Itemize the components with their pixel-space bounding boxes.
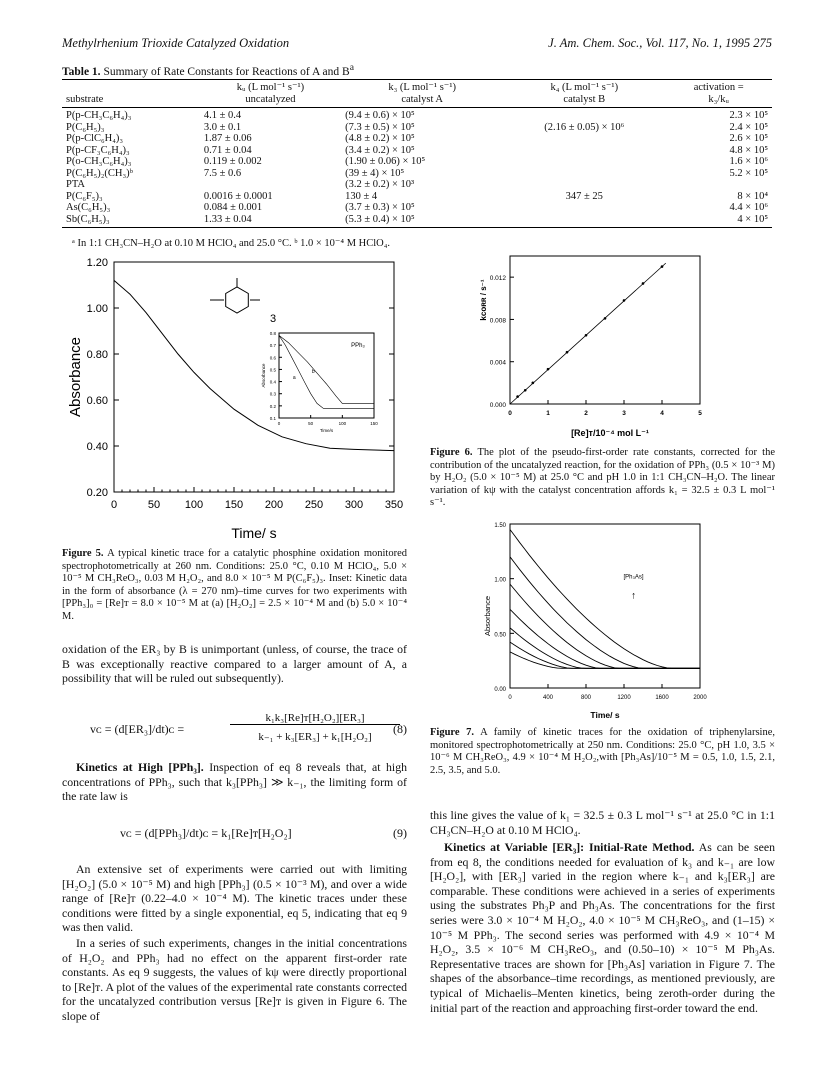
x-tick-label: 200 <box>264 499 284 511</box>
y-tick-label: 0.40 <box>86 441 108 453</box>
table-row <box>62 156 772 168</box>
table-caption <box>62 62 354 78</box>
inset-curve-label-a: a <box>292 375 296 382</box>
data-point <box>516 395 519 398</box>
x-axis-label: Time/ s <box>231 525 277 541</box>
figure-7-caption-text: A family of kinetic traces for the oxidation of triphenylarsine, monitored spectrophotometrically at 250 nm. Conditions: 25.0 °C, pH 1.0, 3.5 × 10⁻⁶ M CH₃ReO₃, 4.9 × 10⁻⁴ M H₂O₂,with [Ph₃As]/10⁻⁵ M = 0.5, 1.0, 1.5, 2.1, 2.5, 3.5, and 5.0. <box>430 727 776 776</box>
table-cell: 1.6 × 10⁶ <box>729 156 768 167</box>
y-axis-label: Absorbance <box>67 336 84 418</box>
table-header-2-line2: catalyst A <box>341 94 503 108</box>
inset-y-tick-label: 0.4 <box>269 379 276 385</box>
figure-6-caption <box>430 447 775 510</box>
table-cell: P(p-ClC₆H₄)₃ <box>66 133 124 144</box>
data-point <box>623 299 626 302</box>
table-header-1-line2: uncatalyzed <box>200 94 341 108</box>
y-tick-label: 0.80 <box>86 349 108 361</box>
table-row <box>62 191 772 203</box>
y-tick-label: 0.000 <box>489 402 506 409</box>
table-cell: 4.1 ± 0.4 <box>203 110 242 121</box>
figure-5-chart <box>62 258 407 548</box>
table-cell: 5.2 × 10⁵ <box>729 167 768 179</box>
x-tick-label: 0 <box>110 499 118 511</box>
table-header-2-line1: k₃ (L mol⁻¹ s⁻¹) <box>341 80 503 94</box>
table-cell: Sb(C₆H₅)₃ <box>62 214 200 228</box>
table-row <box>62 145 772 157</box>
x-tick-label: 0 <box>508 695 512 701</box>
table-header-1-line1: kᵤ (L mol⁻¹ s⁻¹) <box>200 80 341 94</box>
inset-y-tick-label: 0.2 <box>269 403 276 409</box>
figure-7-caption <box>430 727 775 777</box>
trace-curve <box>510 642 700 668</box>
table-cell: 0.71 ± 0.04 <box>203 144 252 156</box>
table-cell: 4 × 10⁵ <box>665 214 772 228</box>
y-tick-label: 0.20 <box>86 487 108 499</box>
table-cell <box>503 133 665 145</box>
left-heading-high-pph3: Kinetics at High [PPh₃]. <box>76 760 204 774</box>
y-axis-label: Absorbance <box>483 595 492 637</box>
table-cell: (3.4 ± 0.2) × 10⁵ <box>345 144 415 156</box>
running-header-title: Methylrhenium Trioxide Catalyzed Oxidation <box>62 36 290 50</box>
eq9-number: (9) <box>393 826 407 840</box>
left-paragraph-2-text: Inspection of eq 8 reveals that, at high concentrations of PPh₃, such that k₃[PPh₃] ≫ k₋₁, the limiting form of the rate law is <box>62 760 407 804</box>
table-cell <box>503 202 665 214</box>
inset-x-tick-label: 0 <box>277 421 281 426</box>
table-cell <box>200 179 341 191</box>
table-cell: 130 ± 4 <box>345 190 378 202</box>
left-paragraph-4: In a series of such experiments, changes in the initial concentrations of H₂O₂ and PPh₃ had no effect on the apparent first-order rate constants. As eq 9 suggests, the values of kψ were directly proportional to [Re]ᴛ. A plot of the values of the experimental rate constants corrected for the uncatalyzed contribution versus [Re]ᴛ is given in Figure 6. The slope of <box>62 936 407 1023</box>
table-cell: P(C₆F₅)₃ <box>66 190 103 202</box>
rate-constants-table <box>62 79 772 228</box>
y-tick-label: 0.004 <box>489 359 506 367</box>
table-cell: 2.6 × 10⁵ <box>729 133 768 144</box>
equation-8 <box>90 710 407 750</box>
table-cell: PTA <box>66 179 85 190</box>
table-caption-text: Summary of Rate Constants for Reactions of A and B <box>103 65 350 78</box>
x-tick-label: 350 <box>384 499 404 511</box>
table-cell <box>503 145 665 157</box>
table-header-0-line2: substrate <box>62 94 200 108</box>
x-tick-label: 1 <box>546 410 550 417</box>
table-cell: 1.33 ± 0.04 <box>200 214 341 228</box>
figure-5-caption-text: A typical kinetic trace for a catalytic phosphine oxidation monitored spectrophotometrically at 260 nm. Conditions: 25.0 °C, 0.10 M HClO₄, 5.0 × 10⁻⁵ M CH₃ReO₃, 0.03 M H₂O₂, and 8.0 × 10⁻⁵ M P(C₆F₅)₃. Inset: Kinetic data in the form of absorbance (λ = 270 nm)–time curves for two experiments with [PPh₃]₀ = [Re]ᴛ = 8.0 × 10⁻⁵ M at (a) [H₂O₂] = 2.5 × 10⁻⁴ M and (b) 5.0 × 10⁻⁴ M. <box>62 548 407 622</box>
y-axis-label: kᴄᴏʀʀ / s⁻¹ <box>479 279 488 321</box>
table-cell: (7.3 ± 0.5) × 10⁵ <box>345 121 415 133</box>
table-cell: 0.0016 ± 0.0001 <box>203 190 273 202</box>
figure-6-label: Figure 6. <box>430 447 473 458</box>
x-tick-label: 1600 <box>655 695 669 701</box>
x-tick-label: 150 <box>224 499 244 511</box>
table-header-0-line1 <box>62 80 200 94</box>
right-paragraph-2-text: As can be seen from eq 8, the conditions needed for evaluation of k₃ and k₋₁ are low [H₂O₂], with [ER₃] varied in the region where k₋₁ and k₃[ER₃] are comparable. These conditions were achieved in a series of experiments using the substrates Ph₃P and Ph₃As. The concentrations for the first series were 3.0 × 10⁻⁴ M H₂O₂, 4.0 × 10⁻⁵ M CH₃ReO₃, and (1–15) × 10⁻⁵ M PPh₃. The second series was performed with 4.9 × 10⁻⁴ M H₂O₂, 3.5 × 10⁻⁶ M CH₃ReO₃, and (0.50–10) × 10⁻⁵ M Ph₃As. Representative traces are shown for [Ph₃As] variation in Figure 7. The shapes of the absorbance–time recordings, as mentioned previously, are typical of Michaelis–Menten kinetics, being zeroth-order during the initial part of the reaction and approaching first-order toward the end. <box>430 840 775 1015</box>
table-caption-note: a <box>349 62 354 73</box>
data-point <box>661 265 664 268</box>
figure-6-caption-text: The plot of the pseudo-first-order rate constants, corrected for the contribution of the uncatalyzed reaction, for the oxidation of PPh₃ (0.5 × 10⁻³ M) by H₂O₂ (5.0 × 10⁻⁵ M) at 25.0 °C and pH 1.0 in 1:1 CH₃CN–H₂O. The linear variation of kψ with the catalyst concentration affords k₁ = 32.5 ± 0.3 L mol⁻¹ s⁻¹. <box>430 447 775 508</box>
table-row <box>62 214 772 228</box>
x-tick-label: 5 <box>698 410 702 417</box>
annotation-label: [Ph₃As] <box>623 574 644 581</box>
inset-y-axis-label: Absorbance <box>261 363 266 388</box>
inset-y-tick-label: 0.5 <box>269 367 276 373</box>
table-cell: 4.8 × 10⁵ <box>729 144 768 156</box>
left-paragraph-2 <box>62 760 407 804</box>
inset-y-tick-label: 0.3 <box>269 391 276 397</box>
y-tick-label: 1.50 <box>494 523 506 529</box>
left-paragraph-3: An extensive set of experiments were carried out with limiting [H₂O₂] (5.0 × 10⁻⁵ M) and high [PPh₃] (0.5 × 10⁻³ M), and over a wide range of [Re]ᴛ (0.22–4.0 × 10⁻⁴ M). The kinetic traces under these conditions were fitted by a single exponential, eq 5, indicating that eq 9 was then valid. <box>62 862 407 935</box>
inset-x-tick-label: 150 <box>370 421 378 426</box>
table-row <box>62 168 772 180</box>
table-cell: 347 ± 25 <box>565 190 603 202</box>
y-tick-label: 1.00 <box>86 303 108 315</box>
table-cell: (9.4 ± 0.6) × 10⁵ <box>345 110 415 121</box>
eq8-numerator: k₁k₃[Re]ᴛ[H₂O₂][ER₃] <box>230 712 400 725</box>
table-cell <box>503 156 665 168</box>
table-row <box>62 133 772 145</box>
table-cell: 7.5 ± 0.6 <box>203 167 242 179</box>
table-cell <box>665 179 772 191</box>
x-tick-label: 100 <box>184 499 204 511</box>
trace-curve <box>510 530 700 669</box>
table-cell: (2.16 ± 0.05) × 10⁶ <box>544 121 625 133</box>
y-tick-label: 0.00 <box>494 687 506 693</box>
structure-number: 3 <box>270 313 277 325</box>
table-cell: P(p-CF₃C₆H₄)₃ <box>66 144 130 156</box>
table-header-4-line1: activation = <box>665 80 772 94</box>
x-tick-label: 300 <box>344 499 364 511</box>
table-cell: 2.3 × 10⁵ <box>729 110 768 121</box>
table-row <box>62 202 772 214</box>
table-header-3-line2: catalyst B <box>503 94 665 108</box>
table-cell: (5.3 ± 0.4) × 10⁵ <box>341 214 503 228</box>
x-tick-label: 0 <box>508 410 512 417</box>
x-tick-label: 50 <box>147 499 161 511</box>
table-cell: P(C₆H₅)₂(CH₃)ᵇ <box>66 167 133 179</box>
x-tick-label: 4 <box>660 410 664 417</box>
table-header-4-line2: k₃/kᵤ <box>665 94 772 108</box>
left-paragraph-1: oxidation of the ER₃ by B is unimportant (unless, of course, the trace of B was exceptionally reactive compared to a larger amount of A, a possibility that will be ruled out subsequently). <box>62 642 407 686</box>
table-cell: (3.7 ± 0.3) × 10⁵ <box>345 202 415 213</box>
data-point <box>547 368 550 371</box>
inset-x-axis-label: Time/s <box>319 428 334 433</box>
x-tick-label: 400 <box>542 695 554 701</box>
figure-7-label: Figure 7. <box>430 727 475 738</box>
figure-7-chart <box>478 520 708 725</box>
inset-y-tick-label: 0.7 <box>269 343 276 349</box>
table-cell: P(p-CH₃C₆H₄)₃ <box>66 110 132 121</box>
inset-y-tick-label: 0.1 <box>269 416 276 421</box>
x-tick-label: 3 <box>622 410 626 417</box>
x-tick-label: 800 <box>580 695 592 701</box>
ring-shape <box>226 287 249 313</box>
table-header-3-line1: k₄ (L mol⁻¹ s⁻¹) <box>503 80 665 94</box>
inset-y-tick-label: 0.8 <box>269 331 276 336</box>
table-cell: 2.4 × 10⁵ <box>729 121 768 133</box>
x-axis-label: Time/ s <box>590 710 620 720</box>
table-cell <box>503 179 665 191</box>
inset-y-tick-label: 0.6 <box>269 355 276 361</box>
table-cell: 0.119 ± 0.002 <box>203 156 262 167</box>
data-point <box>585 334 588 337</box>
table-cell: P(C₆H₅)₃ <box>66 121 105 133</box>
data-point <box>604 317 607 320</box>
table-cell: (4.8 ± 0.2) × 10⁵ <box>345 133 415 144</box>
table-cell: (39 ± 4) × 10⁵ <box>345 167 405 179</box>
right-heading-initial-rate: Kinetics at Variable [ER₃]: Initial-Rate Method. <box>444 840 695 854</box>
table-row <box>62 122 772 134</box>
table-cell <box>503 168 665 180</box>
trace-curve <box>510 584 700 668</box>
x-tick-label: 250 <box>304 499 324 511</box>
figure-5-label: Figure 5. <box>62 548 104 559</box>
eq8-denominator: k₋₁ + k₃[ER₃] + k₁[H₂O₂] <box>258 731 372 743</box>
inset-x-tick-label: 100 <box>338 421 347 426</box>
x-tick-label: 2 <box>584 410 588 417</box>
data-point <box>642 282 645 285</box>
y-tick-label: 0.60 <box>86 395 108 407</box>
figure-5-caption <box>62 548 407 623</box>
trace-curve <box>510 557 700 669</box>
equation-9 <box>90 822 407 846</box>
table-cell: 1.87 ± 0.06 <box>203 133 252 144</box>
table-row <box>62 179 772 191</box>
structure-drawing <box>210 278 276 325</box>
x-tick-label: 1200 <box>617 695 631 701</box>
trace-curve <box>510 609 700 668</box>
eq8-lhs: vᴄ = (d[ER₃]/dt)ᴄ = <box>90 722 185 736</box>
table-cell <box>503 214 665 228</box>
figure-6-chart <box>478 252 708 447</box>
table-cell: 8 × 10⁴ <box>737 190 768 202</box>
table-cell: As(C₆H₅)₃ <box>66 202 111 213</box>
x-axis-label: [Re]ᴛ/10⁻⁴ mol L⁻¹ <box>571 428 649 438</box>
table-cell: 3.0 ± 0.1 <box>203 121 242 133</box>
trace-curve <box>510 652 700 668</box>
eq9-body: vᴄ = (d[PPh₃]/dt)ᴄ = k₁[Re]ᴛ[H₂O₂] <box>120 826 292 840</box>
table-caption-label: Table 1. <box>62 65 101 78</box>
table-cell: 4.4 × 10⁶ <box>729 202 768 213</box>
table-cell <box>503 108 665 122</box>
right-paragraph-2 <box>430 840 775 1015</box>
data-point <box>532 382 535 385</box>
inset-title: PPh₃ <box>351 343 365 349</box>
table-cell: 0.084 ± 0.001 <box>203 202 263 213</box>
x-tick-label: 2000 <box>693 695 707 701</box>
y-tick-label: 1.00 <box>494 577 506 584</box>
inset-curve-label-b: b <box>311 369 315 376</box>
table-cell: (3.2 ± 0.2) × 10³ <box>345 179 415 190</box>
plot-frame <box>510 256 700 404</box>
arrow-up-icon: ↑ <box>631 590 636 602</box>
y-tick-label: 0.012 <box>489 275 506 283</box>
eq8-number: (8) <box>393 722 407 736</box>
table-cell: P(o-CH₃C₆H₄)₃ <box>66 156 132 167</box>
table-cell: (1.90 ± 0.06) × 10⁵ <box>345 156 426 167</box>
y-tick-label: 0.008 <box>489 317 506 325</box>
table-footnote: ᵃ In 1:1 CH₃CN–H₂O at 0.10 M HClO₄ and 25.0 °C. ᵇ 1.0 × 10⁻⁴ M HClO₄. <box>72 238 391 249</box>
y-tick-label: 1.20 <box>86 258 108 269</box>
data-point <box>566 351 569 354</box>
trace-curve <box>510 628 700 668</box>
right-paragraph-1: this line gives the value of k₁ = 32.5 ± 0.3 L mol⁻¹ s⁻¹ at 25.0 °C in 1:1 CH₃CN–H₂O at 0.10 M HClO₄. <box>430 808 775 837</box>
y-tick-label: 0.50 <box>494 632 506 639</box>
inset-x-tick-label: 50 <box>308 421 314 426</box>
table-row <box>62 108 772 122</box>
data-point <box>524 389 527 392</box>
running-header-journal: J. Am. Chem. Soc., Vol. 117, No. 1, 1995 275 <box>548 36 772 50</box>
